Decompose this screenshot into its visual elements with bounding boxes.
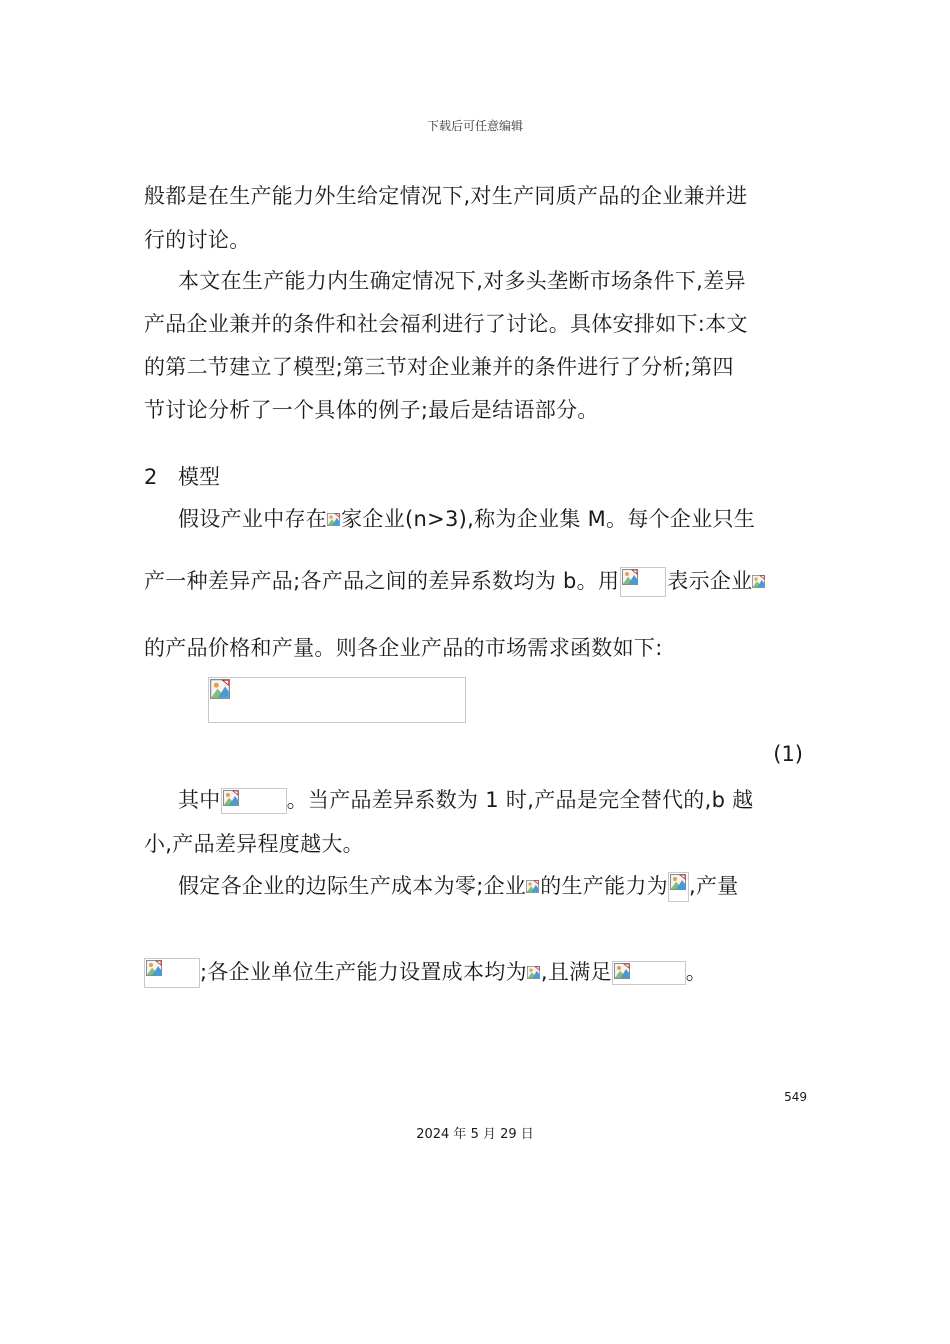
paragraph-line: 的第二节建立了模型;第三节对企业兼并的条件进行了分析;第四 xyxy=(144,355,734,379)
broken-image-icon xyxy=(210,679,230,699)
text-run: 产一种差异产品;各产品之间的差异系数均为 b。用 xyxy=(144,569,620,593)
formula-image-capacity xyxy=(668,872,689,902)
formula-image-i xyxy=(752,573,766,591)
formula-image-condition xyxy=(612,961,686,985)
text-run: ;各企业单位生产能力设置成本均为 xyxy=(200,960,527,984)
paragraph-line: 的产品价格和产量。则各企业产品的市场需求函数如下: xyxy=(144,636,663,660)
text-run: ,产量 xyxy=(689,874,739,898)
equation-image-demand-function xyxy=(208,677,466,723)
model-line-2 xyxy=(144,565,766,597)
broken-image-icon xyxy=(526,880,539,893)
text-run: 家企业(n>3),称为企业集 M。每个企业只生 xyxy=(341,507,756,531)
paragraph-line: 节讨论分析了一个具体的例子;最后是结语部分。 xyxy=(144,398,599,422)
text-run: ,且满足 xyxy=(540,960,612,984)
text-run: 表示企业 xyxy=(667,569,753,593)
equation-number: (1) xyxy=(773,742,803,766)
model-line-6 xyxy=(178,870,739,902)
section-title: 模型 xyxy=(178,465,220,489)
broken-image-icon xyxy=(670,874,686,890)
broken-image-icon xyxy=(614,963,630,979)
page-header: 下载后可任意编辑 xyxy=(426,119,523,133)
formula-image-price-quantity xyxy=(620,567,666,597)
broken-image-icon xyxy=(527,966,540,979)
broken-image-icon xyxy=(752,575,765,588)
paragraph-line: 行的讨论。 xyxy=(144,228,251,252)
formula-image-n xyxy=(327,511,341,529)
text-run: 。 xyxy=(685,960,708,984)
paragraph-line: 本文在生产能力内生确定情况下,对多头垄断市场条件下,差异 xyxy=(178,269,746,293)
formula-image-i xyxy=(526,878,540,896)
paragraph-line: 般都是在生产能力外生给定情况下,对生产同质产品的企业兼并进 xyxy=(144,184,748,208)
formula-image-cost xyxy=(527,964,541,982)
broken-image-icon xyxy=(327,513,340,526)
model-line-7 xyxy=(144,956,707,988)
text-run: 假定各企业的边际生产成本为零;企业 xyxy=(178,874,527,898)
formula-image-output xyxy=(144,958,200,988)
footer-date: 2024 年 5 月 29 日 xyxy=(416,1127,534,1142)
paragraph-line: 产品企业兼并的条件和社会福利进行了讨论。具体安排如下:本文 xyxy=(144,312,748,336)
text-run: 假设产业中存在 xyxy=(178,507,328,531)
text-run: 。当产品差异系数为 1 时,产品是完全替代的,b 越 xyxy=(286,788,754,812)
section-heading xyxy=(144,461,220,491)
model-line-4 xyxy=(178,784,753,814)
model-line-1 xyxy=(178,503,755,533)
formula-image-b-range xyxy=(221,788,287,814)
page-number: 549 xyxy=(784,1090,807,1104)
text-run: 其中 xyxy=(178,788,221,812)
broken-image-icon xyxy=(622,569,638,585)
paragraph-line: 小,产品差异程度越大。 xyxy=(144,832,364,856)
text-run: 的生产能力为 xyxy=(540,874,668,898)
broken-image-icon xyxy=(223,790,239,806)
broken-image-icon xyxy=(146,960,162,976)
section-number: 2 xyxy=(144,465,158,489)
